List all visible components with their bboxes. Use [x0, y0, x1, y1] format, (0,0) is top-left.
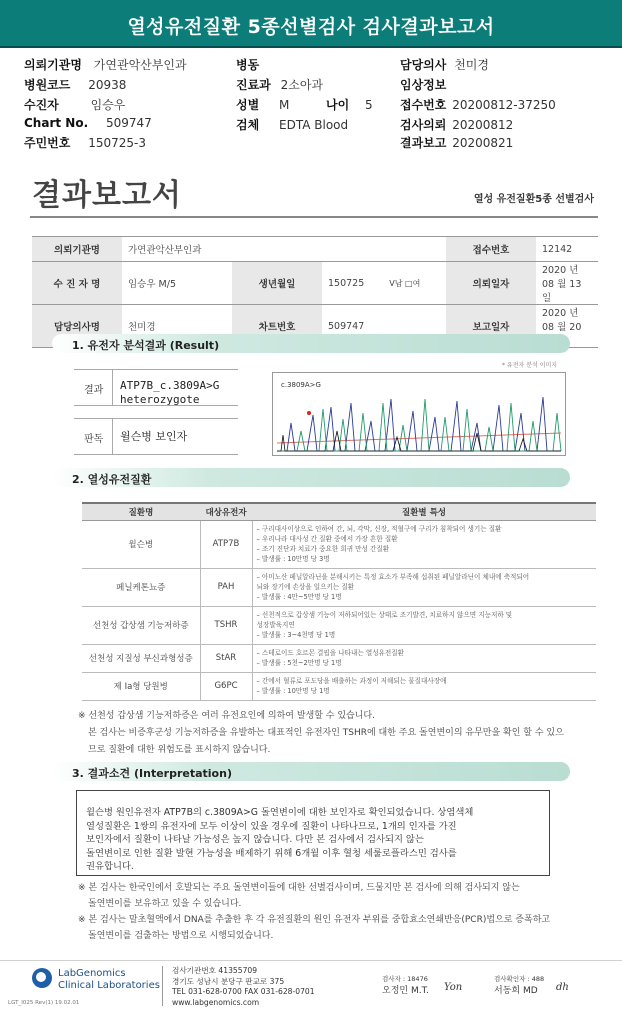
header-dept	[236, 76, 323, 93]
header-ward	[236, 56, 259, 73]
info-birth-label: 생년월일	[232, 262, 322, 305]
table-row	[82, 520, 596, 568]
info-doctor-value: 천미경	[122, 305, 232, 348]
info-institution-label: 의뢰기관명	[32, 237, 122, 262]
report-banner	[0, 0, 622, 48]
feature-line: – 조기 진단과 치료가 중요한 희귀 만성 간질환	[256, 545, 390, 553]
header-age-value: 5	[365, 98, 373, 112]
feature-line: – 우리나라 대사성 간 질환 중에서 가장 흔한 질환	[256, 535, 398, 543]
feature-line: – 발생률 : 10만명 당 1명	[256, 687, 330, 695]
labgenomics-logo-icon	[32, 968, 52, 988]
logo-line-2: Clinical Laboratories	[58, 980, 160, 991]
disease-gene: G6PC	[200, 672, 252, 700]
col-gene: 대상유전자	[200, 503, 252, 520]
feature-line: – 구리대사이상으로 인하여 간, 뇌, 각막, 신장, 적혈구에 구리가 침착되어 생기는 질환	[256, 525, 502, 533]
header-sex-value: M	[279, 98, 290, 112]
header-report-value: 20200821	[452, 136, 514, 150]
header-age	[326, 96, 373, 113]
info-receipt-value: 12142	[536, 237, 598, 262]
disease-name: 제 Ia형 당원병	[82, 672, 200, 700]
feature-line: – 발생률 : 10만명 당 3명	[256, 555, 330, 563]
title-divider	[30, 216, 598, 218]
chromatogram-label: c.3809A>G	[281, 381, 321, 389]
header-receipt	[400, 96, 556, 113]
variant-marker	[307, 411, 311, 415]
tshr-note-2: 본 검사는 비증후군성 기능저하증을 유발하는 대표적인 유전자인 TSHR에 대한 주요 돌연변이의 유무만을 확인 할 수 있으	[88, 728, 564, 738]
header-hospital-code-value: 20938	[88, 78, 127, 92]
method-note-4: 돌연변이를 검출하는 방법으로 시행되었습니다.	[88, 931, 274, 941]
banner-title: 열성유전질환 5종선별검사 검사결과보고서	[127, 16, 495, 38]
disease-features	[252, 520, 596, 568]
info-request-date-value: 2020 년 08 월 13 일	[536, 262, 598, 305]
info-receipt-label: 접수번호	[446, 237, 536, 262]
interpretation-line: 권유합니다.	[86, 861, 134, 873]
logo-line-1: LabGenomics	[58, 968, 126, 979]
feature-line: – 스테로이드 호르몬 결핍을 나타내는 열성유전질환	[256, 649, 405, 657]
disease-table-header	[82, 503, 596, 520]
judgment-value: 윌슨병 보인자	[120, 430, 188, 443]
judgment-label: 판독	[84, 434, 104, 445]
disease-features	[252, 672, 596, 700]
info-chart-value: 509747	[322, 305, 446, 348]
interpretation-line: 보인자에서 질환이 나타날 가능성은 높지 않습니다. 다만 본 검사에서 검사되지 않는	[86, 834, 424, 846]
lab-contact	[172, 966, 315, 1008]
header-chart	[24, 116, 152, 130]
disease-features	[252, 606, 596, 644]
feature-line: – 아미노산 페닐알라닌을 분해시키는 특정 효소가 부족해 섭취된 페닐알라닌이 체내에 축적되어	[256, 573, 530, 581]
labgenomics-logo	[58, 968, 160, 992]
header-report	[400, 134, 513, 151]
footer-vertical-divider	[162, 966, 163, 1006]
disease-gene: ATP7B	[200, 520, 252, 568]
disease-name: 윌슨병	[82, 520, 200, 568]
header-patient-value: 임승우	[90, 98, 126, 112]
header-request-value: 20200812	[452, 118, 514, 132]
header-rrn-label: 주민번호	[24, 136, 71, 150]
header-age-label: 나이	[326, 98, 350, 112]
result-variant: ATP7B_c.3809A>G	[120, 379, 220, 392]
header-rrn-value: 150725-3	[88, 136, 146, 150]
header-specimen-label: 검체	[236, 118, 260, 132]
lab-website: www.labgenomics.com	[172, 997, 260, 1007]
disease-name: 선천성 지질성 부신과형성증	[82, 644, 200, 672]
feature-line: 성장발육지연	[256, 621, 295, 629]
feature-line: – 간에서 혈류로 포도당을 배출하는 과정이 저해되는 물질대사장애	[256, 677, 447, 685]
lab-phone-fax: TEL 031-628-0700 FAX 031-628-0701	[172, 987, 315, 996]
section-disease-header	[52, 468, 570, 487]
tshr-note-1: ※ 선천성 갑상샘 기능저하증은 여러 유전요인에 의하여 발생할 수 있습니다.	[78, 711, 375, 721]
result-value	[120, 379, 219, 407]
lab-address: 경기도 성남시 분당구 판교로 375	[172, 976, 285, 986]
confirmer-name: 서동희 MD	[494, 986, 538, 996]
header-chart-label: Chart No.	[24, 116, 89, 130]
header-chart-value: 509747	[105, 116, 152, 130]
header-patient	[24, 96, 125, 113]
header-receipt-label: 접수번호	[400, 98, 447, 112]
tester-signature: Yon	[444, 982, 463, 993]
method-note-3: ※ 본 검사는 말초혈액에서 DNA를 추출한 후 각 유전질환의 원인 유전자 부위를 중합효소연쇄반응(PCR)법으로 증폭하고	[78, 915, 551, 925]
confirmer-signature: dh	[556, 982, 569, 993]
method-note-1: ※ 본 검사는 한국인에서 호발되는 주요 돌연변이들에 대한 선별검사이며, 드물지만 본 검사에 의해 검사되지 않는	[78, 883, 520, 893]
feature-line: – 발생률 : 3~4천명 당 1명	[256, 631, 336, 639]
tshr-note-3: 므로 질환에 대한 위험도를 표시하지 않습니다.	[88, 745, 271, 755]
disease-features	[252, 568, 596, 606]
info-doctor-label: 담당의사명	[32, 305, 122, 348]
disease-gene: TSHR	[200, 606, 252, 644]
disease-table	[82, 502, 596, 701]
section-interpretation-title: 3. 결과소견 (Interpretation)	[72, 767, 232, 780]
interpretation-line: 열성질환은 1쌍의 유전자에 모두 이상이 있을 경우에 질환이 나타나므로, 1개의 인자를 가진	[86, 820, 457, 832]
chromatogram-image	[272, 372, 566, 456]
header-rrn	[24, 134, 146, 151]
header-report-label: 결과보고	[400, 136, 447, 150]
col-disease: 질환명	[82, 503, 200, 520]
feature-line: 뇌와 장기에 손상을 일으키는 질환	[256, 583, 355, 591]
header-request	[400, 116, 513, 133]
disease-gene: PAH	[200, 568, 252, 606]
report-title: 결과보고서	[32, 178, 182, 213]
method-note-2: 돌연변이를 보유하고 있을 수 있습니다.	[88, 899, 242, 909]
interpretation-line: 윌슨병 원인유전자 ATP7B의 c.3809A>G 돌연변이에 대한 보인자로 확인되었습니다. 상염색체	[86, 807, 474, 818]
info-patient-value: 임승우 M/5	[122, 262, 232, 305]
confirmer-label: 검사확인자 : 488	[494, 975, 545, 983]
interpretation-line: 돌연변이로 인한 질환 발현 가능성을 배제하기 위해 6개월 이후 혈청 세룰로플라스민 검사를	[86, 847, 457, 859]
header-institution-value: 가연관악산부인과	[93, 58, 187, 72]
disease-name: 선천성 갑상샘 기능저하증	[82, 606, 200, 644]
section-disease-title: 2. 열성유전질환	[72, 473, 152, 486]
result-zygosity: heterozygote	[120, 393, 200, 406]
header-request-label: 검사의뢰	[400, 118, 447, 132]
table-row	[82, 568, 596, 606]
patient-info-table	[32, 236, 598, 348]
info-row	[32, 262, 598, 305]
col-features: 질환별 특성	[252, 503, 596, 520]
info-patient-label: 수 진 자 명	[32, 262, 122, 305]
header-sex-label: 성별	[236, 98, 260, 112]
header-institution-label: 의뢰기관명	[24, 58, 82, 72]
info-row	[32, 237, 598, 262]
info-report-date-label: 보고일자	[446, 305, 536, 348]
header-specimen-value: EDTA Blood	[279, 118, 349, 132]
info-institution-value: 가연관악산부인과	[122, 237, 446, 262]
disease-features	[252, 644, 596, 672]
footer-divider	[0, 960, 622, 961]
tester-label: 검사자 : 18476	[382, 975, 428, 983]
info-chart-label: 차트번호	[232, 305, 322, 348]
agency-number: 검사기관번호 41355709	[172, 966, 258, 975]
info-request-date-label: 의뢰일자	[446, 262, 536, 305]
report-subtitle: 열성 유전질환5종 선별검사	[473, 194, 594, 205]
feature-line: – 발생률 : 4만~5만명 당 1명	[256, 593, 342, 601]
header-hospital-code-label: 병원코드	[24, 78, 71, 92]
info-birth-cell	[322, 262, 446, 305]
table-row	[82, 606, 596, 644]
info-sex-choice: V남 □여	[389, 278, 421, 288]
feature-line: – 선천적으로 갑상샘 기능이 저하되어있는 상태로 조기발견, 치료하지 않으면 지능저하 및	[256, 611, 513, 619]
header-sex	[236, 96, 289, 113]
judgment-divider	[112, 418, 113, 455]
result-label: 결과	[84, 385, 104, 396]
header-hospital-code	[24, 76, 126, 93]
header-doctor-label: 담당의사	[400, 58, 447, 72]
result-divider	[112, 369, 113, 406]
section-result-title: 1. 유전자 분석결과 (Result)	[72, 339, 220, 352]
section-interpretation-header	[52, 762, 570, 781]
header-dept-label: 진료과	[236, 78, 271, 92]
header-dept-value: 2소아과	[280, 78, 324, 92]
header-clinical-label: 임상정보	[400, 78, 447, 92]
header-institution	[24, 56, 187, 73]
header-doctor	[400, 56, 489, 73]
header-patient-label: 수진자	[24, 98, 59, 112]
form-code: LGT_I025 Rev(1) 19.02.01	[8, 1000, 80, 1006]
header-clinical	[400, 76, 446, 93]
info-report-date-value: 2020 년 08 월 20	[536, 305, 598, 348]
header-doctor-value: 천미경	[454, 58, 489, 72]
table-row	[82, 644, 596, 672]
table-row	[82, 672, 596, 700]
header-receipt-value: 20200812-37250	[452, 98, 556, 112]
interpretation-text	[86, 806, 542, 874]
chromatogram-trace	[273, 373, 565, 455]
tester-name: 오정민 M.T.	[382, 986, 429, 996]
analysis-image-note: * 유전자 분석 이미지	[502, 362, 558, 369]
info-birth-value: 150725	[328, 277, 365, 289]
header-specimen	[236, 116, 348, 133]
header-ward-label: 병동	[236, 58, 260, 72]
disease-name: 페닐케톤뇨증	[82, 568, 200, 606]
disease-gene: StAR	[200, 644, 252, 672]
section-result-header	[52, 334, 570, 353]
feature-line: – 발생률 : 5천~2만명 당 1명	[256, 659, 342, 667]
